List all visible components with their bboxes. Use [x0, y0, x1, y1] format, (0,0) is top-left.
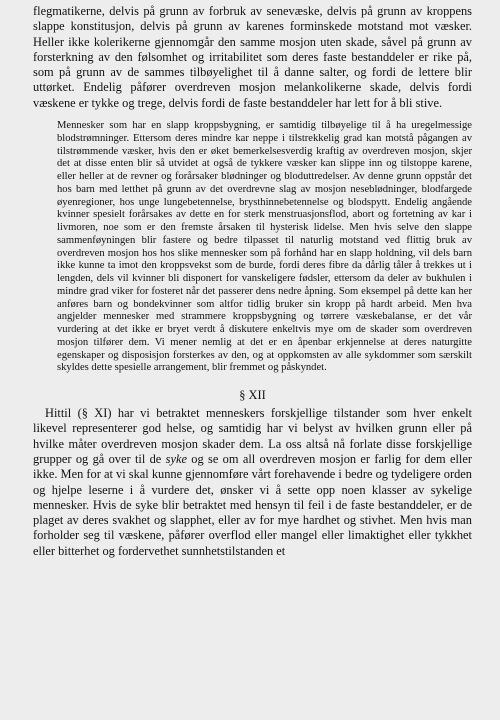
- note-paragraph: Mennesker som har en slapp kroppsbygning, er samtidig tilbøyelige til å ha uregelmessige blodstrømninger. Ettersom deres mindre kar neppe i tilstrekkelig grad kan motstå pågangen av tilstrømmende væsker, hvis den er øket bemerkelsesverdig kraftig av overdreven mosjon, skjer det at disse enten blir så utvidet at også de tykkere væsker kan slippe inn og tilstoppe karene, eller heller at de revner og forårsaker blødninger og bloduttredelser. Av denne grunn oppstår det hos barn med letthet på grunn av det overdrevne slag av mosjon neseblødninger, blodfargede øyenregioner, hos unge lungebetennelse, brysthinnebetennelse og blodspytt. Endelig angående kvinner spesielt forårsakes av dette en for sterk menstruasjonsflod, abort og fortetning av kar i livmoren, noe som er den fremste årsaken til hysterisk lidelse. Men hvis selve den slappe sammenføyningen blir fastere og bedre tilpasset til naturlig motstand ved flittig bruk av overdreven mosjon hos hos slike mennesker som på forhånd har en slapp holdning, vil dels barn ikke kunne ta imot den kroppsvekst som de burde, fordi deres fibre da dårlig tåler å trekkes ut i lengden, dels vil kvinner bli disponert for vanskeligere fødsler, ettersom da deler av bukhulen i mindre grad viker for fosteret når det passerer dens nedre åpning. Som eksempel på dette kan her anføres barn og bondekvinner som altfor tidlig bruker sin kropp på hardt arbeid. Men hva angjelder mennesker med strammere kroppsbygning og tørrere væskebalanse, er det vår vurdering at det ikke er bryet verdt å diskutere enkeltvis mye om de skader som overdreven mosjon tilfører dem. Vi mener nemlig at det er en åpenbar erkjennelse at deres naturgitte egenskaper og disposisjon forsterkes av den, og at oppkomsten av alle sykdommer som særskilt skyldes dette spesielle arrangement, blir fremmet og påskyndet.: [57, 120, 472, 374]
- section-text-after: og se om all overdreven mosjon er farlig for dem eller ikke. Men for at vi skal kunne gjennomføre vårt forehavende i bedre og tydeligere orden og hjelpe leserne i å vurdere det, ønsker vi å sette opp noen klasser av sykelige mennesker. Hvis de syke blir betraktet med hensyn til feil i de faste bestanddeler, er de plaget av deres svakhet og slapphet, eller av for mye hardhet og stivhet. Men hvis man forholder seg til væskene, påfører overflod eller mangel eller limaktighet eller tykkhet eller bitterhet og fordervethet sunnhetstilstanden et: [33, 451, 472, 558]
- section-text-before: Hittil (§ XI) har vi betraktet menneskers forskjellige tilstander som hver enkelt likevel representerer god helse, og samtidig har vi belyst av hvilken grunn eller på hvilke måter overdreven mosjon skader dem. La oss altså nå forlate disse forskjellige grupper og gå over til de: [33, 406, 472, 466]
- intro-paragraph: flegmatikerne, delvis på grunn av forbruk av senevæske, delvis på grunn av kroppens slappe konstitusjon, delvis på grunn av karenes forminskede motstand mot væsker. Heller ikke kolerikerne gjennomgår den samme mosjon uten skade, såvel på grunn av forsterkning av den følsomhet og irritabilitet som deres faste bestanddeler er rike på, som på grunn av de sammes tilbøyelighet til å danne salter, og fordi de lettere blir uttørket. Endelig påfører overdreven mosjon melankolikerne skade, delvis fordi væskene er tykke og trege, delvis fordi de faste bestanddeler har lett for å bli stive.: [33, 4, 472, 110]
- section-text-emphasis: syke: [165, 451, 187, 466]
- section-heading: § XII: [239, 388, 266, 403]
- section-paragraph: [33, 406, 472, 559]
